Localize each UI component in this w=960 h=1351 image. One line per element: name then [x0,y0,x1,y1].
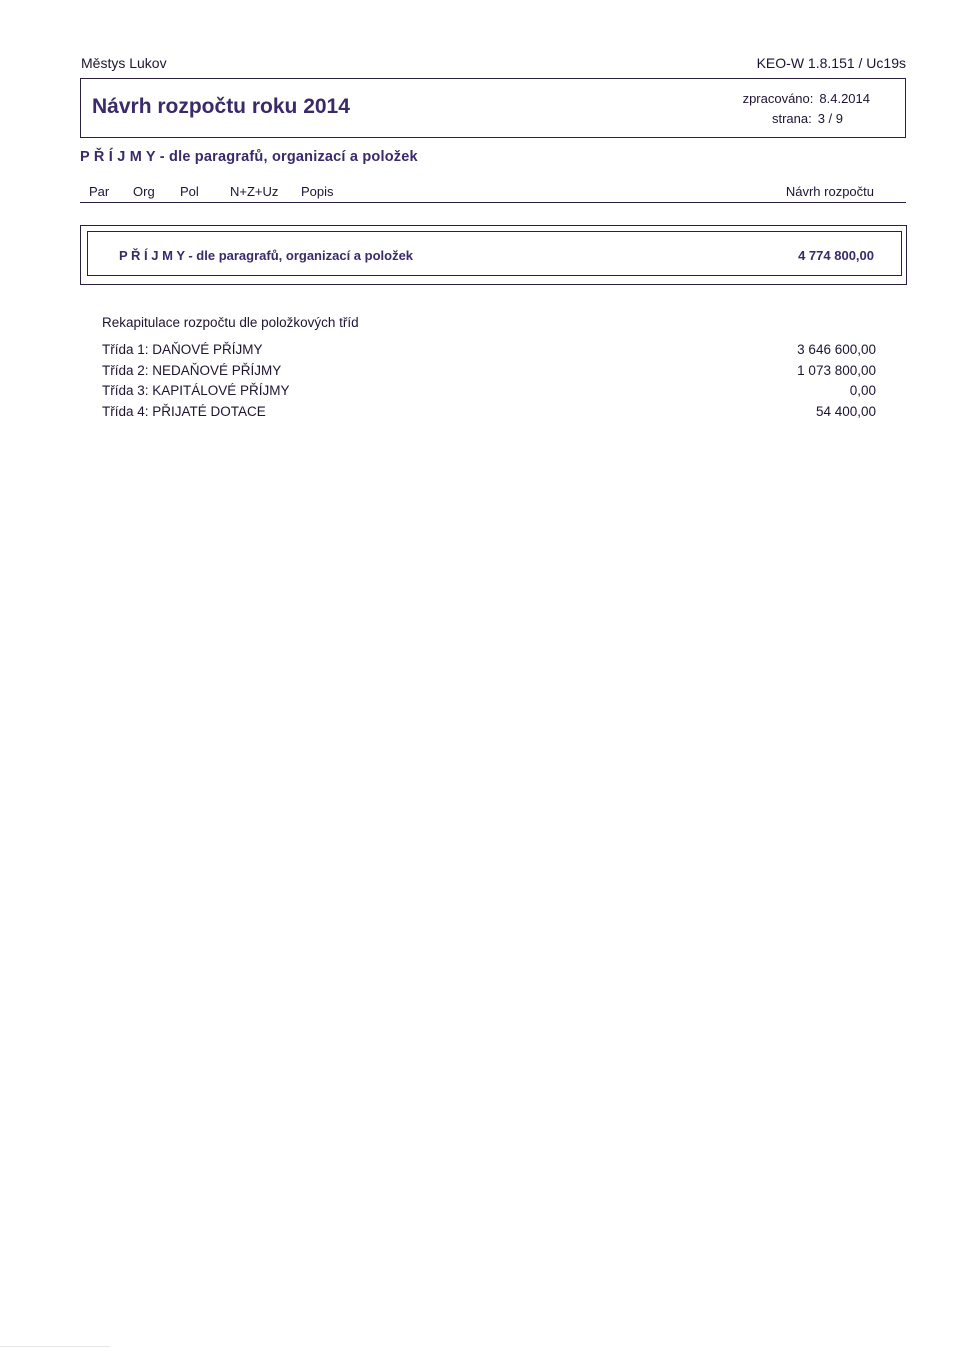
recap-row-label: Třída 1: DAŇOVÉ PŘÍJMY [102,342,263,357]
title-box [80,78,906,138]
total-value: 4 774 800,00 [798,248,874,263]
recap-row-label: Třída 2: NEDAŇOVÉ PŘÍJMY [102,362,282,378]
page-label: strana: [771,111,812,126]
column-par: Par [89,184,110,199]
column-nzu: N+Z+Uz [230,184,279,199]
page-number [772,111,843,126]
recap-row-value: 0,00 [849,383,876,398]
total-label: P Ř Í J M Y - dle paragrafů, organizací a položek [119,248,414,263]
recap-row-label: Třída 4: PŘIJATÉ DOTACE [102,403,266,419]
column-budget: Návrh rozpočtu [785,184,874,199]
scan-edge-line [0,1346,110,1347]
system-version: KEO-W 1.8.151 / Uc19s [756,55,906,71]
processed-date [743,91,870,106]
recap-row [102,404,876,425]
document-title: Návrh rozpočtu roku 2014 [92,95,350,118]
page-value: 3 / 9 [817,111,843,126]
recap-row-value: 54 400,00 [815,403,876,419]
column-pol: Pol [180,184,199,199]
column-header-row [80,181,906,203]
recap-list [102,342,876,424]
recap-row-label: Třída 3: KAPITÁLOVÉ PŘÍJMY [102,383,290,398]
total-box [80,225,907,285]
processed-value: 8.4.2014 [819,91,870,106]
column-popis: Popis [301,184,334,199]
column-org: Org [133,184,155,199]
recap-row-value: 3 646 600,00 [797,342,876,357]
total-inner-frame [87,231,902,276]
recap-row [102,363,876,384]
recap-row-value: 1 073 800,00 [797,362,876,378]
recap-row [102,342,876,363]
section-heading: P Ř Í J M Y - dle paragrafů, organizací a položek [80,149,418,165]
recap-title: Rekapitulace rozpočtu dle položkových tříd [102,315,359,330]
organization-name: Městys Lukov [81,55,167,71]
recap-row [102,383,876,404]
processed-label: zpracováno: [742,91,814,106]
